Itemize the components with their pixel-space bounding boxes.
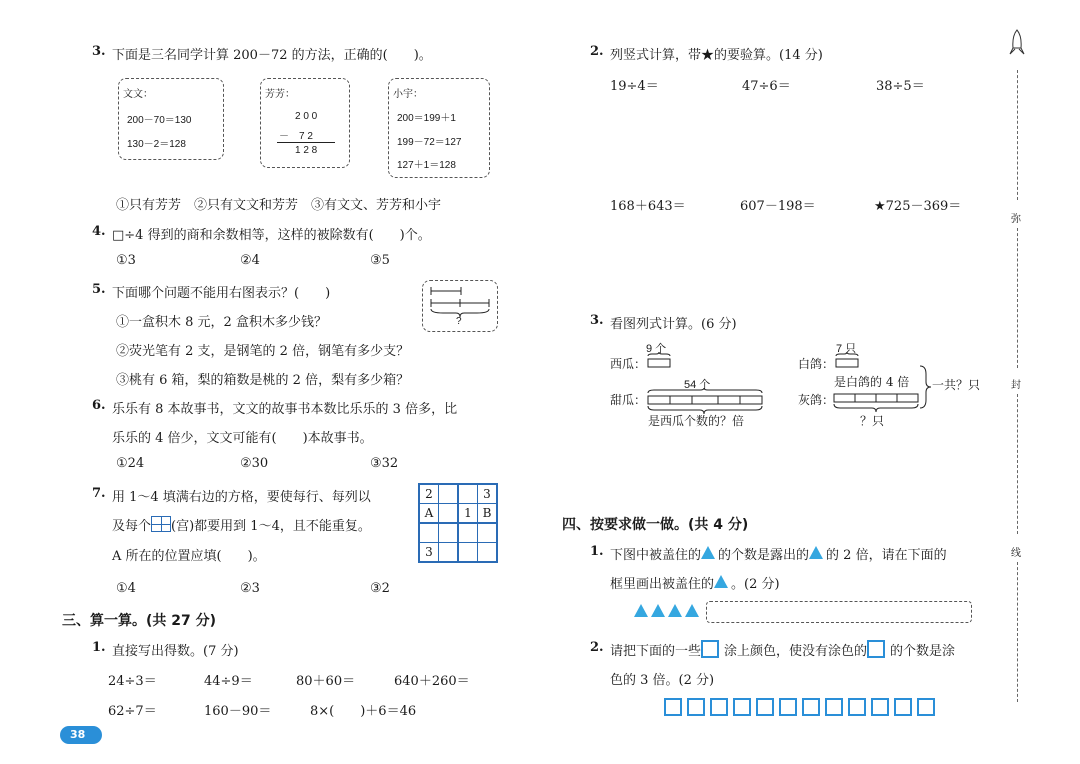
tiangua-question: 是西瓜个数的？倍 <box>648 414 745 428</box>
section4-title: 四、按要求做一做。(共 4 分) <box>562 517 749 533</box>
sudoku-grid <box>418 483 498 563</box>
q7-option1: ①4 <box>116 581 136 596</box>
s4q2-line1a: 请把下面的一些 <box>610 644 702 659</box>
grid-cell: 3 <box>419 543 439 563</box>
color-square[interactable] <box>779 698 797 716</box>
grid-cell <box>458 484 478 504</box>
grid-cell <box>478 523 498 543</box>
tiangua-count: 54 个 <box>684 379 711 391</box>
color-square[interactable] <box>825 698 843 716</box>
tiangua-bar <box>646 388 766 414</box>
q4-text: □÷4 得到的商和余数相等，这样的被除数有( )个。 <box>112 228 431 243</box>
q5-option2: ②荧光笔有 2 支，是钢笔的 2 倍，钢笔有多少支？ <box>116 344 410 359</box>
wenwen-line1: 200－70＝130 <box>127 115 192 126</box>
q7-option2: ②3 <box>240 581 260 596</box>
triangle-icon <box>809 546 823 559</box>
triangle-icon <box>634 604 648 617</box>
s4q2-line1b: 涂上颜色，使没有涂色的 <box>724 644 868 659</box>
q7-option3: ③2 <box>370 581 390 596</box>
q7-number: 7. <box>92 486 106 501</box>
seal-char-3: 线 <box>1011 548 1021 559</box>
square-icon <box>701 640 719 658</box>
baige-label: 白鸽： <box>798 357 835 371</box>
coloring-squares <box>664 698 940 720</box>
s4q2-line2: 色的 3 倍。(2 分) <box>610 673 715 688</box>
q7-line2 <box>112 515 371 534</box>
grid-cell: 1 <box>458 504 478 524</box>
xigua-count: 9 个 <box>646 343 667 355</box>
fangfang-row1: 2 0 0 <box>295 111 318 122</box>
q6-line1: 乐乐有 8 本故事书，文文的故事书本数比乐乐的 3 倍多，比 <box>112 402 458 417</box>
xiaoyu-line1: 200＝199＋1 <box>397 113 456 124</box>
fangfang-rule <box>277 142 335 143</box>
color-square[interactable] <box>710 698 728 716</box>
rocket-icon <box>1008 28 1026 58</box>
s4q1-line1 <box>610 544 947 563</box>
xiaoyu-line3: 127＋1＝128 <box>397 160 456 171</box>
page-number-badge <box>60 726 102 744</box>
vertical-calc-item: 168＋643＝ <box>610 199 686 214</box>
section3-title: 三、算一算。(共 27 分) <box>62 613 217 629</box>
wenwen-name: 文文： <box>123 89 153 100</box>
xigua-label: 西瓜： <box>610 357 647 371</box>
s4q2-line1c: 的个数是涂 <box>890 644 956 659</box>
s3q1-number: 1. <box>92 640 106 655</box>
s4q1-line1b: 的个数是露出的 <box>718 548 810 563</box>
color-square[interactable] <box>917 698 935 716</box>
baige-bar <box>834 352 864 370</box>
q6-line2: 乐乐的 4 倍少，文文可能有( )本故事书。 <box>112 431 373 446</box>
seal-char-1: 弥 <box>1011 214 1021 225</box>
q7-line2b: (宫)都要用到 1～4，且不能重复。 <box>171 519 371 534</box>
q4-option2: ②4 <box>240 253 260 268</box>
color-square[interactable] <box>802 698 820 716</box>
fangfang-name: 芳芳： <box>265 89 295 100</box>
grid-cell <box>458 523 478 543</box>
grid-cell <box>478 543 498 563</box>
seal-line <box>1017 70 1018 200</box>
triangle-icon <box>668 604 682 617</box>
q3-text: 下面是三名同学计算 200－72 的方法，正确的( )。 <box>112 48 432 63</box>
calc-item: 44÷9＝ <box>204 674 253 689</box>
grid-cell <box>439 484 459 504</box>
s4q1-line1a: 下图中被盖住的 <box>610 548 702 563</box>
seal-char-2: 封 <box>1011 380 1021 391</box>
xigua-bar <box>646 352 676 370</box>
grid-cell <box>439 543 459 563</box>
q6-option2: ②30 <box>240 456 269 471</box>
s3q1-text: 直接写出得数。(7 分) <box>112 644 239 659</box>
q7-line1: 用 1～4 填满右边的方格，要使每行、每列以 <box>112 490 371 505</box>
grid-row <box>419 504 497 524</box>
s4q1-line2b: 。(2 分) <box>731 577 780 592</box>
fangfang-row3: 1 2 8 <box>295 145 318 156</box>
huige-question: ？只 <box>860 414 885 428</box>
s4q2-number: 2. <box>590 640 604 655</box>
q7-line2a: 及每个 <box>112 519 152 534</box>
grid-cell <box>419 523 439 543</box>
vertical-calc-item: 607－198＝ <box>740 199 816 214</box>
s4q1-number: 1. <box>590 544 604 559</box>
palace-icon <box>151 516 171 532</box>
grid-cell: A <box>419 504 439 524</box>
square-icon <box>867 640 885 658</box>
grid-cell: B <box>478 504 498 524</box>
vertical-calc-item: ★725－369＝ <box>874 199 962 214</box>
s4q1-line1c: 的 2 倍，请在下面的 <box>826 548 947 563</box>
huige-relation: 是白鸽的 4 倍 <box>834 375 910 389</box>
huige-label: 灰鸽： <box>798 393 835 407</box>
seal-line <box>1017 394 1018 534</box>
fangfang-row2: － 7 2 <box>279 131 313 142</box>
r-q2-number: 2. <box>590 44 604 59</box>
color-square[interactable] <box>664 698 682 716</box>
grid-row <box>419 543 497 563</box>
q7-line3: A 所在的位置应填( )。 <box>112 549 266 564</box>
q5-diagram <box>422 280 498 332</box>
color-square[interactable] <box>756 698 774 716</box>
xiaoyu-box <box>388 78 490 178</box>
color-square[interactable] <box>848 698 866 716</box>
exposed-triangles <box>634 604 702 621</box>
xiaoyu-name: 小宇： <box>393 89 423 100</box>
q5-option1: ①一盒积木 8 元，2 盒积木多少钱？ <box>116 315 327 330</box>
grid-cell <box>458 543 478 563</box>
q4-option3: ③5 <box>370 253 390 268</box>
seal-line <box>1017 562 1018 702</box>
seal-line <box>1017 228 1018 368</box>
r-q3-number: 3. <box>590 313 604 328</box>
calc-item: 24÷3＝ <box>108 674 157 689</box>
calc-item: 160－90＝ <box>204 704 272 719</box>
vertical-calc-item: 47÷6＝ <box>742 79 791 94</box>
wenwen-box <box>118 78 224 160</box>
page-number: 38 <box>70 728 86 741</box>
grid-cell <box>439 504 459 524</box>
total-brace <box>918 364 932 410</box>
vertical-calc-item: 19÷4＝ <box>610 79 659 94</box>
grid-cell <box>439 523 459 543</box>
triangle-icon <box>685 604 699 617</box>
total-question: 一共？只 <box>932 378 981 392</box>
q5-diagram-question: ? <box>456 316 462 327</box>
grid-row <box>419 523 497 543</box>
triangle-icon <box>701 546 715 559</box>
calc-item: 80＋60＝ <box>296 674 356 689</box>
grid-row <box>419 484 497 504</box>
color-square[interactable] <box>894 698 912 716</box>
huige-bar <box>832 388 932 414</box>
s4q2-line1 <box>610 640 955 659</box>
calc-item: 8×( )＋6＝46 <box>310 704 417 719</box>
q4-number: 4. <box>92 224 106 239</box>
q6-option3: ③32 <box>370 456 399 471</box>
color-square[interactable] <box>871 698 889 716</box>
r-q2-text: 列竖式计算，带★的要验算。(14 分) <box>610 48 823 63</box>
q5-option3: ③桃有 6 箱，梨的箱数是桃的 2 倍，梨有多少箱？ <box>116 373 410 388</box>
grid-cell: 3 <box>478 484 498 504</box>
color-square[interactable] <box>687 698 705 716</box>
xiaoyu-line2: 199－72＝127 <box>397 137 462 148</box>
q3-number: 3. <box>92 44 106 59</box>
s4q1-line2a: 框里画出被盖住的 <box>610 577 715 592</box>
draw-answer-box[interactable] <box>706 601 972 623</box>
r-q3-text: 看图列式计算。(6 分) <box>610 317 737 332</box>
q6-option1: ①24 <box>116 456 145 471</box>
q5-number: 5. <box>92 282 106 297</box>
fangfang-box <box>260 78 350 168</box>
vertical-calc-item: 38÷5＝ <box>876 79 925 94</box>
q5-text: 下面哪个问题不能用右图表示？( ) <box>112 286 331 301</box>
baige-count: 7 只 <box>836 343 857 355</box>
tiangua-label: 甜瓜： <box>610 393 647 407</box>
calc-item: 62÷7＝ <box>108 704 157 719</box>
s4q1-line2 <box>610 573 780 592</box>
calc-item: 640＋260＝ <box>394 674 470 689</box>
grid-cell: 2 <box>419 484 439 504</box>
triangle-icon <box>714 575 728 588</box>
wenwen-line2: 130－2＝128 <box>127 139 186 150</box>
color-square[interactable] <box>733 698 751 716</box>
q3-options: ①只有芳芳 ②只有文文和芳芳 ③有文文、芳芳和小宇 <box>116 198 442 213</box>
triangle-icon <box>651 604 665 617</box>
q6-number: 6. <box>92 398 106 413</box>
q4-option1: ①3 <box>116 253 136 268</box>
